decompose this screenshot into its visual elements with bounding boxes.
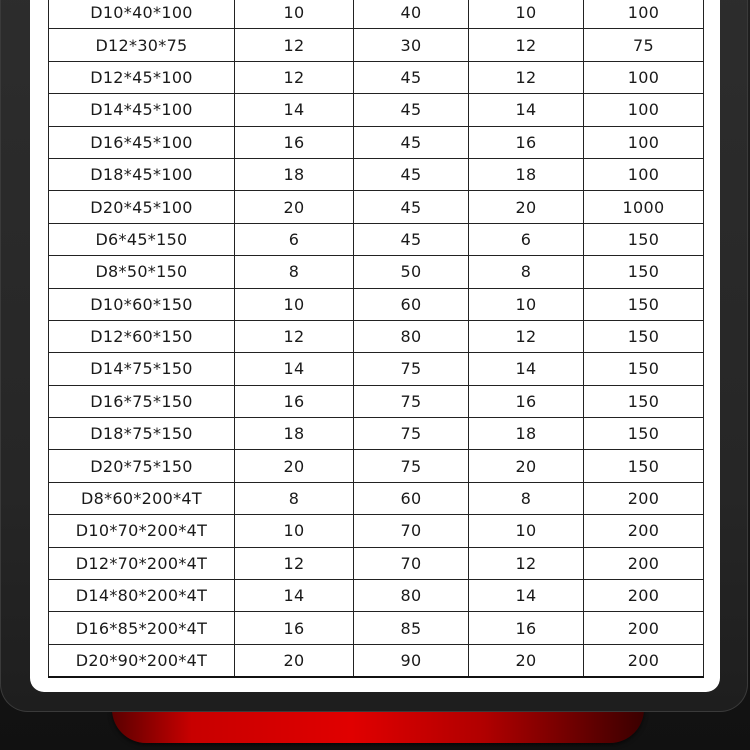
value-cell: 12	[235, 320, 354, 352]
table-row	[49, 482, 704, 514]
model-cell: D8*50*150	[49, 256, 235, 288]
model-cell: D10*60*150	[49, 288, 235, 320]
table-row	[49, 223, 704, 255]
value-cell: 150	[584, 418, 704, 450]
value-cell: 20	[469, 450, 584, 482]
value-cell: 200	[584, 612, 704, 644]
value-cell: 16	[469, 126, 584, 158]
value-cell: 6	[469, 223, 584, 255]
value-cell: 45	[354, 158, 469, 190]
model-cell: D18*45*100	[49, 158, 235, 190]
value-cell: 18	[469, 418, 584, 450]
value-cell: 150	[584, 320, 704, 352]
value-cell: 200	[584, 580, 704, 612]
value-cell: 75	[354, 353, 469, 385]
model-cell: D16*85*200*4T	[49, 612, 235, 644]
value-cell: 200	[584, 515, 704, 547]
value-cell: 12	[235, 29, 354, 61]
model-cell: D10*40*100	[49, 0, 235, 29]
table-row	[49, 644, 704, 677]
value-cell: 200	[584, 482, 704, 514]
value-cell: 14	[469, 580, 584, 612]
table-row	[49, 385, 704, 417]
value-cell: 80	[354, 580, 469, 612]
value-cell: 30	[354, 29, 469, 61]
value-cell: 12	[469, 547, 584, 579]
model-cell: D18*75*150	[49, 418, 235, 450]
model-cell: D16*75*150	[49, 385, 235, 417]
model-cell: D12*45*100	[49, 61, 235, 93]
spec-table-body	[49, 0, 704, 677]
value-cell: 45	[354, 191, 469, 223]
value-cell: 10	[469, 0, 584, 29]
model-cell: D10*70*200*4T	[49, 515, 235, 547]
value-cell: 100	[584, 126, 704, 158]
table-row	[49, 612, 704, 644]
value-cell: 45	[354, 223, 469, 255]
value-cell: 1000	[584, 191, 704, 223]
model-cell: D14*75*150	[49, 353, 235, 385]
value-cell: 75	[354, 418, 469, 450]
model-cell: D12*70*200*4T	[49, 547, 235, 579]
value-cell: 60	[354, 288, 469, 320]
value-cell: 10	[469, 515, 584, 547]
spec-table	[48, 0, 704, 678]
value-cell: 16	[469, 385, 584, 417]
value-cell: 45	[354, 94, 469, 126]
value-cell: 14	[235, 353, 354, 385]
table-row	[49, 353, 704, 385]
value-cell: 60	[354, 482, 469, 514]
value-cell: 12	[235, 61, 354, 93]
model-cell: D20*90*200*4T	[49, 644, 235, 677]
value-cell: 12	[235, 547, 354, 579]
value-cell: 12	[469, 320, 584, 352]
model-cell: D14*80*200*4T	[49, 580, 235, 612]
value-cell: 16	[235, 385, 354, 417]
table-row	[49, 94, 704, 126]
value-cell: 10	[235, 515, 354, 547]
value-cell: 20	[235, 644, 354, 677]
value-cell: 100	[584, 0, 704, 29]
value-cell: 18	[469, 158, 584, 190]
value-cell: 16	[235, 612, 354, 644]
value-cell: 150	[584, 353, 704, 385]
value-cell: 200	[584, 644, 704, 677]
table-row	[49, 61, 704, 93]
value-cell: 45	[354, 61, 469, 93]
value-cell: 16	[469, 612, 584, 644]
value-cell: 70	[354, 515, 469, 547]
value-cell: 10	[235, 0, 354, 29]
value-cell: 45	[354, 126, 469, 158]
value-cell: 14	[235, 94, 354, 126]
value-cell: 10	[469, 288, 584, 320]
value-cell: 100	[584, 158, 704, 190]
value-cell: 14	[235, 580, 354, 612]
model-cell: D16*45*100	[49, 126, 235, 158]
model-cell: D12*60*150	[49, 320, 235, 352]
value-cell: 20	[469, 191, 584, 223]
model-cell: D20*75*150	[49, 450, 235, 482]
value-cell: 40	[354, 0, 469, 29]
value-cell: 80	[354, 320, 469, 352]
value-cell: 20	[235, 191, 354, 223]
value-cell: 75	[354, 385, 469, 417]
value-cell: 12	[469, 61, 584, 93]
value-cell: 14	[469, 353, 584, 385]
value-cell: 20	[469, 644, 584, 677]
table-row	[49, 515, 704, 547]
table-row	[49, 191, 704, 223]
value-cell: 6	[235, 223, 354, 255]
table-row	[49, 0, 704, 29]
value-cell: 16	[235, 126, 354, 158]
value-cell: 18	[235, 158, 354, 190]
value-cell: 10	[235, 288, 354, 320]
value-cell: 100	[584, 94, 704, 126]
table-row	[49, 450, 704, 482]
table-row	[49, 256, 704, 288]
value-cell: 20	[235, 450, 354, 482]
value-cell: 70	[354, 547, 469, 579]
value-cell: 14	[469, 94, 584, 126]
table-row	[49, 126, 704, 158]
value-cell: 18	[235, 418, 354, 450]
value-cell: 8	[469, 256, 584, 288]
model-cell: D12*30*75	[49, 29, 235, 61]
table-row	[49, 29, 704, 61]
value-cell: 8	[235, 482, 354, 514]
value-cell: 75	[584, 29, 704, 61]
value-cell: 75	[354, 450, 469, 482]
value-cell: 12	[469, 29, 584, 61]
value-cell: 100	[584, 61, 704, 93]
model-cell: D14*45*100	[49, 94, 235, 126]
value-cell: 50	[354, 256, 469, 288]
value-cell: 8	[469, 482, 584, 514]
value-cell: 200	[584, 547, 704, 579]
value-cell: 150	[584, 256, 704, 288]
value-cell: 150	[584, 450, 704, 482]
value-cell: 90	[354, 644, 469, 677]
value-cell: 150	[584, 223, 704, 255]
table-row	[49, 320, 704, 352]
model-cell: D6*45*150	[49, 223, 235, 255]
table-row	[49, 418, 704, 450]
model-cell: D20*45*100	[49, 191, 235, 223]
value-cell: 150	[584, 288, 704, 320]
value-cell: 150	[584, 385, 704, 417]
model-cell: D8*60*200*4T	[49, 482, 235, 514]
value-cell: 8	[235, 256, 354, 288]
table-row	[49, 580, 704, 612]
table-row	[49, 288, 704, 320]
table-row	[49, 547, 704, 579]
value-cell: 85	[354, 612, 469, 644]
table-row	[49, 158, 704, 190]
